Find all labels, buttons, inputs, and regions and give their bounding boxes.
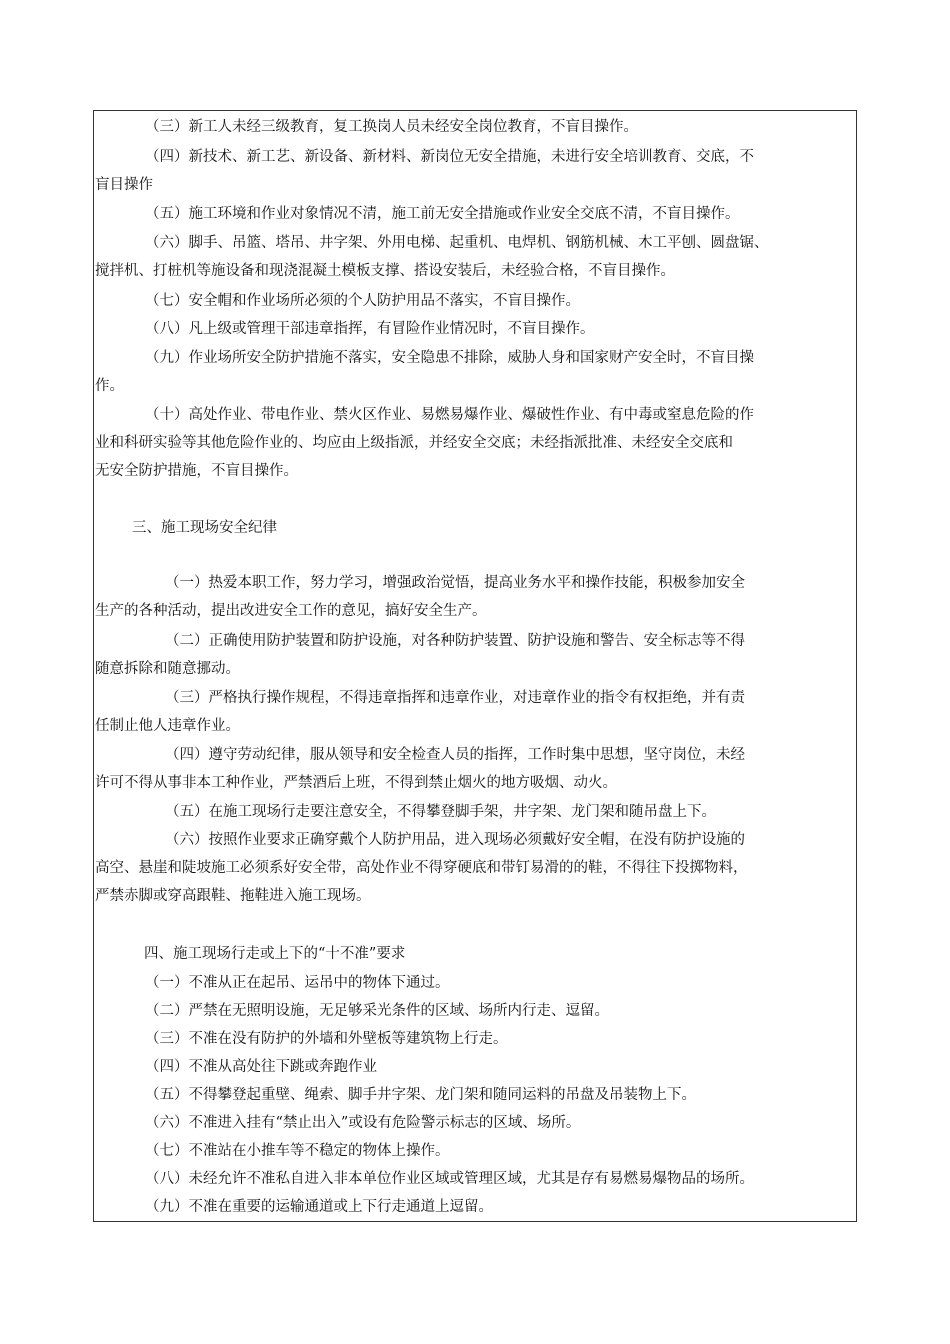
text-line: 严禁赤脚或穿高跟鞋、拖鞋进入施工现场。	[95, 888, 371, 904]
text-line: 盲目操作	[95, 177, 153, 193]
text-line: （九）作业场所安全防护措施不落实，安全隐患不排除，威胁人身和国家财产安全时，不盲目操	[145, 350, 754, 366]
text-line: 作。	[95, 378, 124, 394]
list-item: （二）严禁在无照明设施，无足够采光条件的区域、场所内行走、逗留。	[145, 1003, 609, 1019]
section3-item-4	[95, 741, 855, 797]
section2-item-3	[95, 113, 855, 141]
section2-item-4	[95, 143, 855, 199]
list-item: （五）不得攀登起重壁、绳索、脚手井字架、龙门架和随同运料的吊盘及吊装物上下。	[145, 1087, 696, 1103]
text-line: （八）凡上级或管理干部违章指挥，有冒险作业情况时，不盲目操作。	[145, 321, 595, 337]
section3-item-5	[95, 798, 855, 826]
text-line: 高空、悬崖和陡坡施工必须系好安全带，高处作业不得穿硬底和带钉易滑的的鞋，不得往下投掷物料，	[95, 860, 748, 876]
section4-heading	[95, 940, 855, 968]
heading-text: 四、施工现场行走或上下的“十不准”要求	[144, 946, 406, 962]
section2-item-6	[95, 229, 855, 285]
text-line: 许可不得从事非本工种作业，严禁酒后上班，不得到禁止烟火的地方吸烟、动火。	[95, 775, 617, 791]
section3-item-1	[95, 569, 855, 625]
section4-list	[95, 969, 855, 1221]
text-line: （六）脚手、吊篮、塔吊、井字架、外用电梯、起重机、电焊机、钢筋机械、木工平刨、圆盘锯、	[145, 235, 769, 251]
text-line: （三）严格执行操作规程，不得违章指挥和违章作业，对违章作业的指令有权拒绝，并有责	[165, 690, 745, 706]
text-line: 随意拆除和随意挪动。	[95, 661, 240, 677]
text-line: （一）热爱本职工作，努力学习，增强政治觉悟，提高业务水平和操作技能，积极参加安全	[165, 575, 745, 591]
table-border-tick	[93, 910, 94, 930]
text-line: （二）正确使用防护装置和防护设施，对各种防护装置、防护设施和警告、安全标志等不得	[165, 633, 745, 649]
table-border-tick	[856, 540, 857, 560]
section2-item-7	[95, 287, 855, 315]
text-line: （十）高处作业、带电作业、禁火区作业、易燃易爆作业、爆破性作业、有中毒或窒息危险的作	[145, 407, 754, 423]
section2-item-10	[95, 401, 855, 485]
section2-item-8	[95, 315, 855, 343]
table-border-tick	[93, 540, 94, 560]
table-border-tick	[856, 910, 857, 930]
list-item: （九）不准在重要的运输通道或上下行走通道上逗留。	[145, 1199, 493, 1215]
text-line: 任制止他人违章作业。	[95, 718, 240, 734]
text-line: （五）在施工现场行走要注意安全，不得攀登脚手架，井字架、龙门架和随吊盘上下。	[165, 804, 716, 820]
section3-item-6	[95, 826, 855, 910]
section3-item-3	[95, 684, 855, 740]
section3-heading	[95, 514, 855, 542]
section2-item-5	[95, 200, 855, 228]
section3-item-2	[95, 627, 855, 683]
list-item: （七）不准站在小推车等不稳定的物体上操作。	[145, 1143, 450, 1159]
text-line: 业和科研实验等其他危险作业的、均应由上级指派，并经安全交底；未经指派批准、未经安全交底和	[95, 435, 733, 451]
text-line: 无安全防护措施，不盲目操作。	[95, 463, 298, 479]
list-item: （六）不准进入挂有“禁止出入”或设有危险警示标志的区域、场所。	[145, 1115, 581, 1131]
text-line: 生产的各种活动，提出改进安全工作的意见，搞好安全生产。	[95, 603, 487, 619]
table-border-tick	[93, 485, 94, 505]
text-line: （四）遵守劳动纪律，服从领导和安全检查人员的指挥，工作时集中思想，坚守岗位，未经	[165, 747, 745, 763]
text-line: （五）施工环境和作业对象情况不清，施工前无安全措施或作业安全交底不清，不盲目操作。	[145, 206, 740, 222]
list-item: （四）不准从高处往下跳或奔跑作业	[145, 1059, 377, 1075]
section2-item-9	[95, 344, 855, 400]
heading-text: 三、施工现场安全纪律	[132, 520, 277, 536]
list-item: （三）不准在没有防护的外墙和外壁板等建筑物上行走。	[145, 1031, 508, 1047]
text-line: （七）安全帽和作业场所必须的个人防护用品不落实，不盲目操作。	[145, 293, 580, 309]
list-item: （一）不准从正在起吊、运吊中的物体下通过。	[145, 975, 450, 991]
text-line: 搅拌机、打桩机等施设备和现浇混凝土模板支撑、搭设安装后，未经验合格，不盲目操作。	[95, 263, 675, 279]
text-line: （三）新工人未经三级教育，复工换岗人员未经安全岗位教育，不盲目操作。	[145, 119, 638, 135]
text-line: （六）按照作业要求正确穿戴个人防护用品，进入现场必须戴好安全帽，在没有防护设施的	[165, 832, 745, 848]
text-line: （四）新技术、新工艺、新设备、新材料、新岗位无安全措施，未进行安全培训教育、交底，不	[145, 149, 754, 165]
table-border-tick	[856, 485, 857, 505]
list-item: （八）未经允许不准私自进入非本单位作业区域或管理区域，尤其是存有易燃易爆物品的场所。	[145, 1171, 754, 1187]
